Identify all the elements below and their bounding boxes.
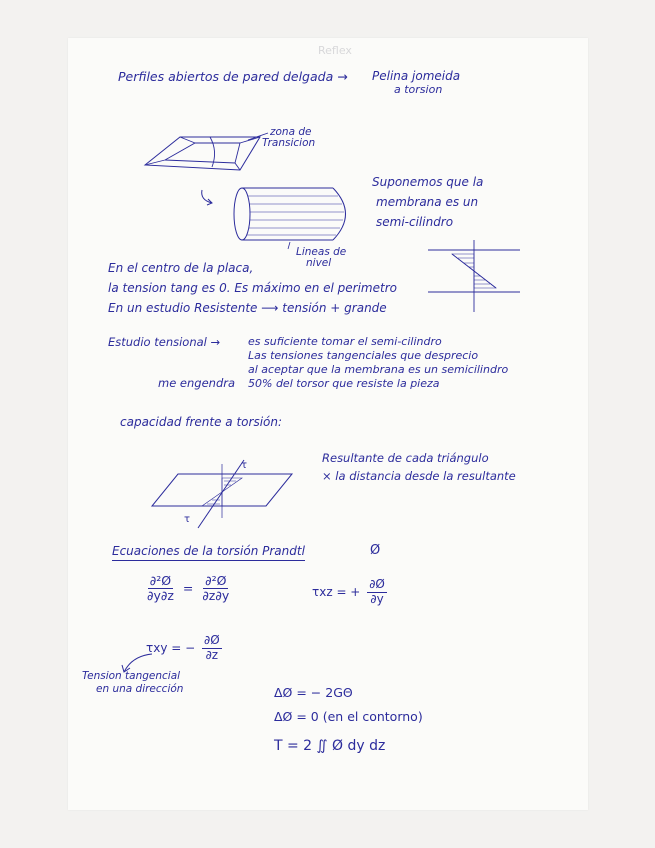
txy-den: ∂z (205, 647, 219, 662)
capacity-title: capacidad frente a torsión: (120, 415, 283, 429)
eq1-num-left: ∂²Ø (149, 573, 172, 588)
cylinder-note-2: membrana es un (376, 195, 479, 209)
tensional-line-2: Las tensiones tangenciales que desprecio (248, 349, 479, 362)
eq1-num-right: ∂²Ø (205, 573, 227, 588)
curved-arrow-icon (198, 188, 218, 208)
parallelogram-shear-figure (152, 456, 294, 530)
transition-label-1: zona de (270, 126, 312, 138)
tensional-line-4: 50% del torsor que resiste la pieza (248, 377, 440, 390)
center-line-1: En el centro de la placa, (108, 261, 254, 275)
tensional-line-3: al aceptar que la membrana es un semicilindro (248, 363, 509, 376)
shear-distribution-figure (428, 240, 520, 312)
tensional-lead: Estudio tensional → (108, 335, 221, 349)
center-line-3: En un estudio Resistente ⟶ tensión + grande (108, 301, 387, 315)
equation-cross-derivatives (142, 574, 234, 604)
tangential-note-2: en una dirección (96, 683, 184, 695)
phi-symbol: Ø (370, 543, 381, 558)
txz-den: ∂y (370, 591, 384, 606)
tensional-left: me engendra (158, 376, 236, 390)
level-label-1: Lineas de (296, 246, 347, 258)
header-right-1: Pelina jomeida (372, 69, 461, 83)
tangential-note-1: Tension tangencial (82, 670, 181, 682)
cylinder-note-1: Suponemos que la (372, 175, 484, 189)
torque-equation: T = 2 ∬ Ø dy dz (274, 738, 386, 754)
txz-lhs: τxz = + (312, 584, 361, 599)
laplacian-equation: ΔØ = − 2GΘ (274, 685, 353, 700)
txz-num: ∂Ø (369, 577, 385, 591)
semi-cylinder-figure (228, 178, 358, 250)
transition-label-2: Transicion (262, 137, 316, 149)
level-label-2: nivel (306, 257, 332, 269)
eq1-den-right: ∂z∂y (202, 588, 230, 604)
boundary-condition: ΔØ = 0 (en el contorno) (274, 709, 423, 724)
tau-top: τ (241, 460, 248, 471)
header-left: Perfiles abiertos de pared delgada → (118, 69, 348, 84)
capacity-note-2: × la distancia desde la resultante (322, 469, 516, 483)
header-right-2: a torsion (394, 83, 443, 96)
plate-transition-figure (140, 125, 270, 180)
capacity-note-1: Resultante de cada triángulo (322, 451, 489, 465)
eq1-den-left: ∂y∂z (147, 588, 174, 604)
txy-lhs: τxy = − (146, 640, 196, 655)
watermark: Reflex (318, 44, 352, 57)
tensional-line-1: es suficiente tomar el semi-cilindro (248, 335, 442, 348)
equations-heading: Ecuaciones de la torsión Prandtl (112, 545, 305, 561)
cylinder-note-3: semi-cilindro (376, 215, 454, 229)
tau-bottom: τ (184, 514, 191, 525)
eq1-equals: = (182, 580, 194, 596)
center-line-2: la tension tang es 0. Es máximo en el perimetro (108, 281, 397, 295)
equation-txz (312, 578, 390, 607)
txy-num: ∂Ø (204, 633, 220, 647)
